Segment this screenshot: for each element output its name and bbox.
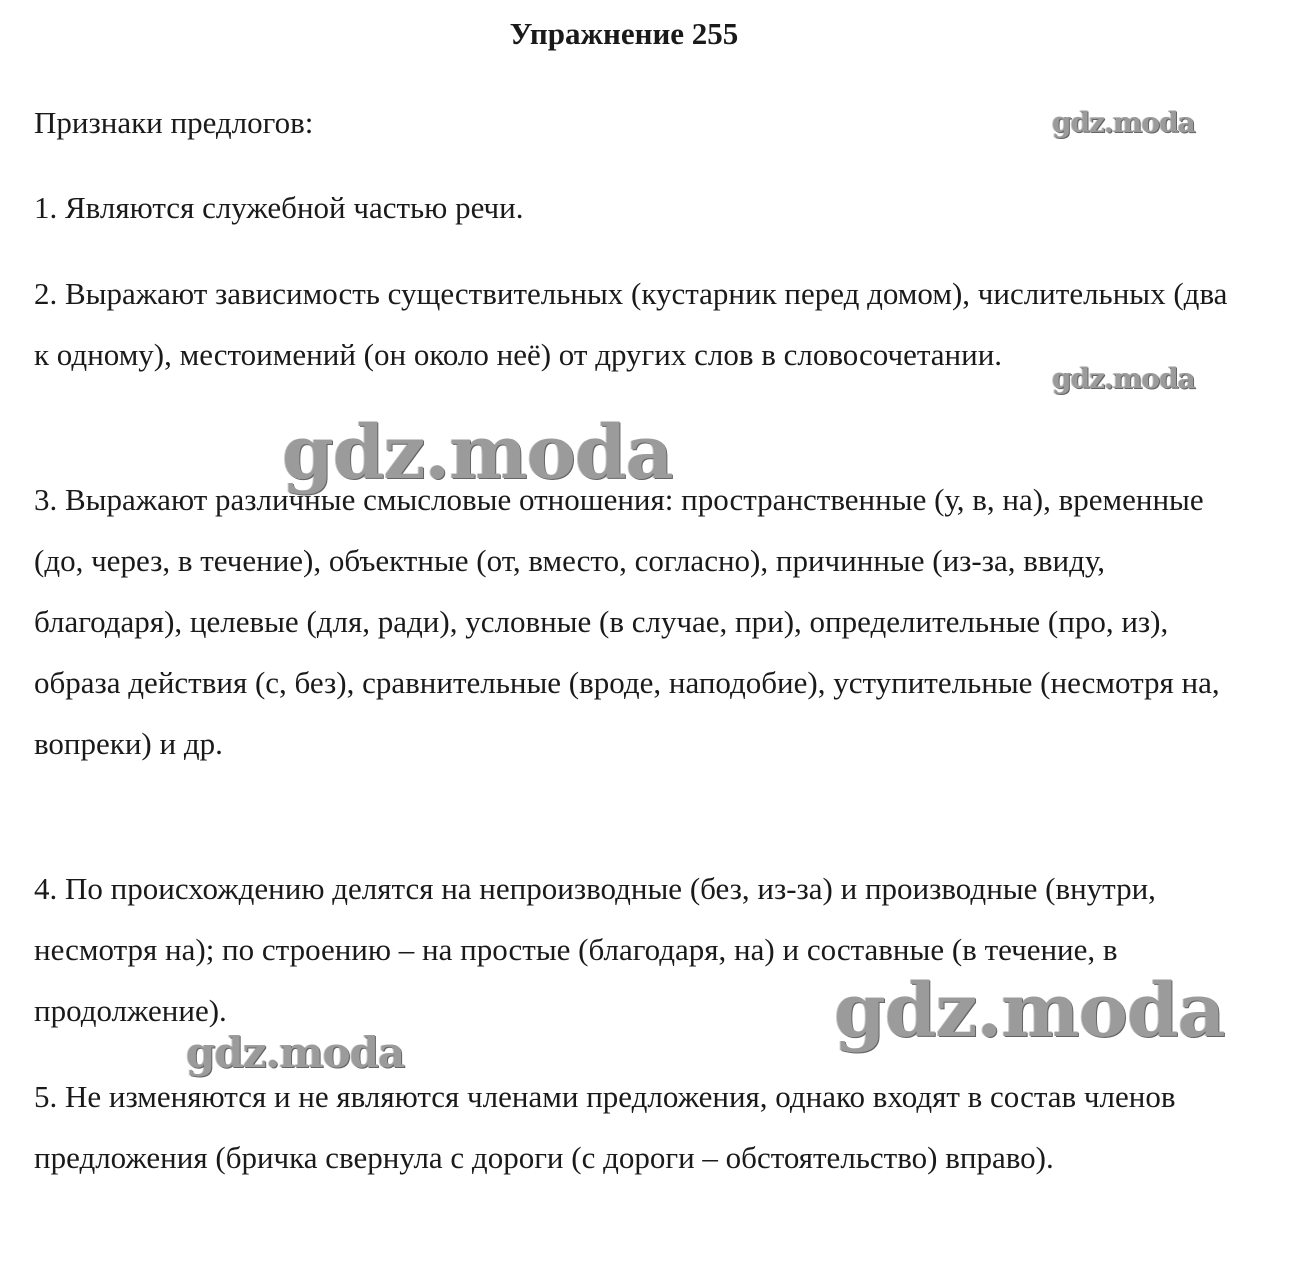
feature-item-2: 2. Выражают зависимость существительных (кустарник перед домом), числительных (два к одному), местоимений (он около неё) от других слов в словосочетании.: [34, 276, 1228, 372]
feature-item-1: 1. Являются служебной частью речи.: [34, 190, 524, 225]
feature-item-5: 5. Не изменяются и не являются членами предложения, однако входят в состав членов предложения (бричка свернула с дороги (с дороги – обстоятельство) вправо).: [34, 1079, 1176, 1175]
intro-heading: Признаки предлогов:: [34, 105, 314, 140]
feature-item-4: 4. По происхождению делятся на непроизводные (без, из-за) и производные (внутри, несмотря на); по строению – на простые (благодаря, на) и составные (в течение, в продолжение).: [34, 871, 1156, 1028]
watermark: gdz.moda: [834, 968, 1225, 1054]
watermark: gdz.moda: [1052, 362, 1195, 395]
watermark: gdz.moda: [1052, 106, 1195, 139]
watermark: gdz.moda: [282, 410, 673, 496]
exercise-title: Упражнение 255: [509, 16, 739, 51]
watermark: gdz.moda: [186, 1028, 405, 1077]
feature-item-3: 3. Выражают различные смысловые отношения: пространственные (у, в, на), временные (до, через, в течение), объектные (от, вместо, согласно), причинные (из-за, ввиду, благодаря), целевые (для, ради), условные (в случае, при), определительные (про, из), образа действия (с, без), сравнительные (вроде, наподобие), уступительные (несмотря на, вопреки) и др.: [34, 482, 1220, 761]
